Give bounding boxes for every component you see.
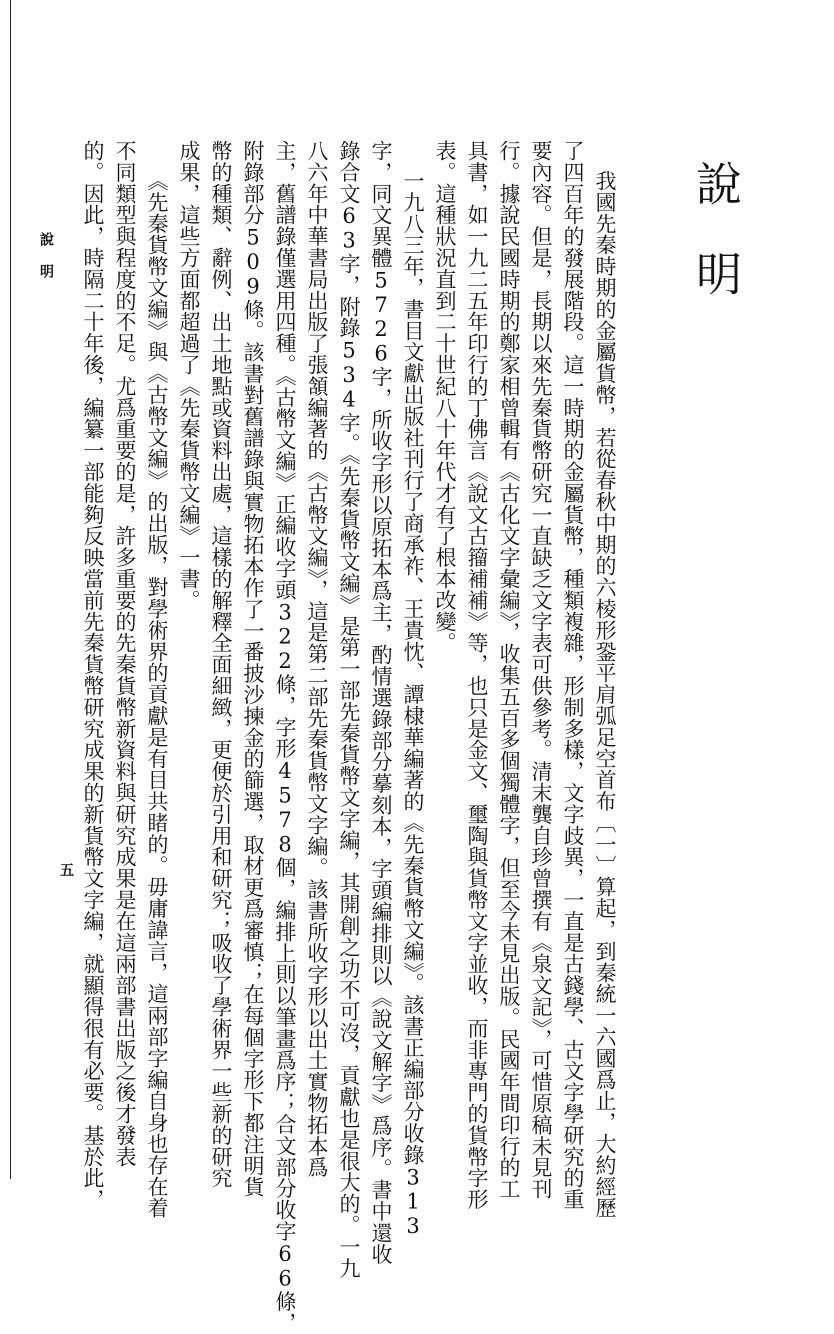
- text-column: 了四百年的發展階段。這一時期的金屬貨幣，種類複雜，形制多樣，文字歧異，一直是古錢學、古文字學研究的重: [561, 140, 585, 1210]
- text-column: 要內容。但是，長期以來先秦貨幣研究一直缺乏文字表可供參考。清末龔自珍曾撰有《泉文記》，可惜原稿未見刊: [529, 140, 553, 1200]
- text-column: 成果，這些方面都超過了《先秦貨幣文編》一書。: [177, 140, 201, 611]
- text-column: 主，舊譜錄僅選用四種。《古幣文編》正編收字頭322條，字形4578個，編排上則以筆畫爲序；合文部分收字66條，: [273, 140, 297, 1334]
- text-column: 附錄部分509條。該書對舊譜錄與實物拓本作了一番披沙揀金的篩選，取材更爲審慎；在每個字形下都注明貨: [241, 140, 265, 1198]
- text-column: 的。因此，時隔二十年後，編纂一部能夠反映當前先秦貨幣研究成果的新貨幣文字編，就顯得很有必要。基於此，: [81, 140, 105, 1210]
- running-header: 說明: [38, 232, 54, 296]
- page-edge-line: [10, 0, 11, 1179]
- text-column: 行。據說民國時期的鄭家相曾輯有《古化文字彙編》，收集五百多個獨體字，但至今未見出版。民國年間印行的工: [497, 140, 521, 1200]
- text-column: 一九八三年，書目文獻出版社刊行了商承祚、王貴忱、譚棣華編著的《先秦貨幣文編》。該書正編部分收錄313: [401, 170, 425, 1239]
- page-number: 五: [60, 863, 74, 879]
- text-column: 幣的種類、辭例、出土地點或資料出處，這樣的解釋全面細緻，更便於引用和研究；吸收了學術界一些新的研究: [209, 140, 233, 1189]
- text-column: 表。這種狀況直到二十世紀八十年代才有了根本改變。: [433, 140, 457, 654]
- text-column: 具書，如一九二五年印行的丁佛言《說文古籀補補》等，也只是金文、璽陶與貨幣文字並收，而非專門的貨幣字形: [465, 140, 489, 1210]
- text-column: 字，同文異體5726字，所收字形以原拓本爲主，酌情選錄部分摹刻本，字頭編排則以《說文解字》爲序。書中還收: [369, 140, 393, 1265]
- text-column: 《先秦貨幣文編》與《古幣文編》的出版，對學術界的貢獻是有目共睹的。毋庸諱言，這兩部字編自身也存在着: [145, 170, 169, 1219]
- page-title: 說明: [689, 160, 743, 340]
- text-column: 不同類型與程度的不足。尤爲重要的是，許多重要的先秦貨幣新資料與研究成果是在這兩部書出版之後才發表: [113, 140, 137, 1168]
- text-column: 我國先秦時期的金屬貨幣，若從春秋中期的六棱形銎平肩弧足空首布〔一〕算起，到秦統一六國爲止，大約經歷: [593, 170, 617, 1219]
- text-column: 錄合文63字，附錄534字。《先秦貨幣文編》是第一部先秦貨幣文字編，其開創之功不可沒，貢獻也是很大的。一九: [337, 140, 361, 1279]
- text-column: 八六年中華書局出版了張頷編著的《古幣文編》，這是第二部先秦貨幣文字編。該書所收字形以出土實物拓本爲: [305, 140, 329, 1179]
